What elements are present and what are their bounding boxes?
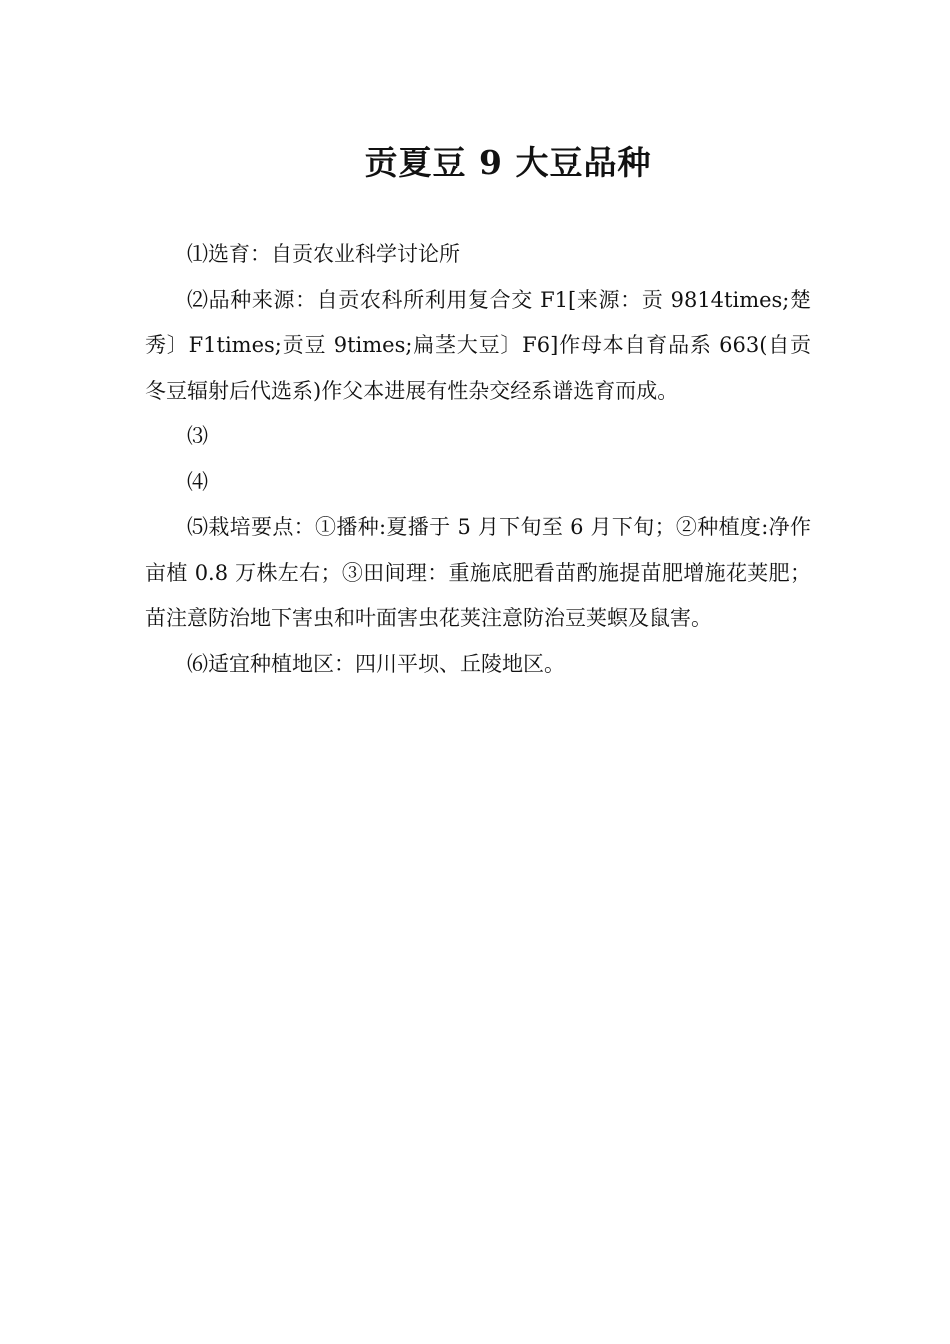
document-title: 贡夏豆 9 大豆品种	[364, 143, 652, 183]
paragraph-variety-source: ⑵品种来源：自贡农科所利用复合交 F1[来源：贡 9814times;楚秀〕F1times;贡豆 9times;扁茎大豆〕F6]作母本自育品系 663(自贡冬豆辐射后代选系)作父本进展有性杂交经系谱选育而成。	[145, 287, 811, 403]
paragraph-breeding-unit: ⑴选育：自贡农业科学讨论所	[187, 242, 460, 266]
paragraph-cultivation-points: ⑸栽培要点：①播种:夏播于 5 月下旬至 6 月下旬；②种植度:净作亩植 0.8 万株左右；③田间理：重施底肥看苗酌施提苗肥增施花荚肥；苗注意防治地下害虫和叶面害虫花荚注意防治豆荚螟及鼠害。	[145, 515, 811, 630]
paragraph-item-3: ⑶	[187, 424, 208, 448]
document-body	[145, 232, 811, 687]
paragraph-suitable-region: ⑹适宜种植地区：四川平坝、丘陵地区。	[187, 651, 565, 676]
paragraph-item-4: ⑷	[187, 469, 208, 494]
